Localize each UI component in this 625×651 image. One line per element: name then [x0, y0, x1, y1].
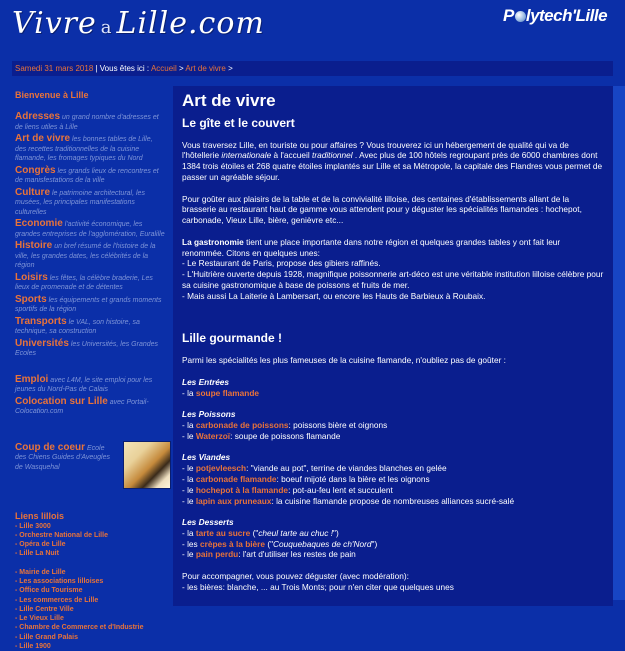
coup-de-coeur-desc: Ecole des Chiens Guides d'Aveugles de Wasquehal	[15, 445, 110, 471]
sidebar-link[interactable]: Culture	[15, 187, 50, 198]
sidebar-link[interactable]: Economie	[15, 218, 63, 229]
polytech-p: P	[503, 6, 514, 25]
sidebar-item-desc: avec Portail-Colocation.com	[15, 399, 149, 416]
sidebar-item-desc: avec L4M, le site emploi pour les jeunes du Nord-Pas de Calais	[15, 377, 152, 394]
liens-title: Liens lillois	[15, 511, 165, 522]
current-date: Samedi 31 mars 2018	[15, 64, 93, 73]
paragraph-hotels: Vous traversez Lille, en touriste ou pour affaires ? Vous trouverez ici un hébergement de qualité qui va de l'hôtellerie internationale à l'accueil traditionnel . Avec plus de 100 hôtels regroupant près de 6000 chambres dont 1384 trois étoiles et 268 quatre étoiles implantés sur Lille et sa Métropole, la capitale des Flandres vous permet de passer un agréable séjour.	[182, 140, 604, 183]
sidebar-link[interactable]: Loisirs	[15, 272, 48, 283]
paragraph-boissons: Pour accompagner, vous pouvez déguster (avec modération): - les bières: blanche, ... au Trois Monts; pour n'en citer que quelques unes	[182, 571, 604, 593]
liens-link[interactable]: - Opéra de Lille	[15, 540, 165, 549]
sidebar-item-desc: les grands lieux de rencontres et de manisfestations de la ville	[15, 168, 159, 185]
polytech-logo[interactable]	[503, 6, 607, 26]
dish-link[interactable]: carbonade de poissons	[196, 420, 289, 430]
sidebar-link[interactable]: Universités	[15, 338, 69, 349]
breadcrumb-accueil[interactable]: Accueil	[151, 64, 177, 73]
dish-group-poissons: Les Poissons - la carbonade de poissons: poissons bière et oignons - le Waterzoï: soupe de poissons flamande	[182, 409, 604, 441]
main-content	[173, 86, 613, 606]
dish-category-title: Les Entrées	[182, 377, 229, 387]
sidebar-item-desc: un bref résumé de l'histoire de la ville, les grandes dates, les célébrités de la région	[15, 243, 156, 269]
sidebar-item-colocation-sur-lille	[15, 397, 165, 417]
intro-specialites: Parmi les spécialités les plus fameuses de la cuisine flamande, n'oubliez pas de goûter :	[182, 355, 604, 366]
site-header	[0, 0, 625, 58]
liens-link[interactable]: - Lille Grand Palais	[15, 633, 165, 642]
breadcrumb-art-de-vivre[interactable]: Art de vivre	[185, 64, 225, 73]
sidebar-item-desc: le patrimoine architectural, les musées, les principales manifestations culturelles	[15, 190, 145, 216]
sidebar-link[interactable]: Art de vivre	[15, 133, 70, 144]
liens-link[interactable]: - Lille Centre Ville	[15, 605, 165, 614]
dish-category-title: Les Poissons	[182, 409, 236, 419]
liens-link[interactable]: - Lille 3000	[15, 522, 165, 531]
sidebar-nav	[15, 112, 165, 359]
liens-link[interactable]: - Lille La Nuit	[15, 549, 165, 558]
dish-category-title: Les Viandes	[182, 452, 230, 462]
sidebar-item-universit-s	[15, 339, 165, 359]
sidebar-link[interactable]: Sports	[15, 294, 47, 305]
dish-link[interactable]: Waterzoï	[196, 431, 230, 441]
sidebar-item-desc: les bonnes tables de Lille, des recettes traditionnelles de la cuisine flamande, les fromages typiques du Nord	[15, 136, 153, 162]
liens-link[interactable]: - Chambre de Commerce et d'Industrie	[15, 623, 165, 632]
dish-group-entrees: Les Entrées - la soupe flamande	[182, 377, 604, 399]
sidebar-extra	[15, 375, 165, 417]
sidebar-title: Bienvenue à Lille	[15, 90, 165, 100]
sidebar-item-desc: les fêtes, la célèbre braderie, Les lieux de promenade et de détentes	[15, 275, 153, 292]
logo-text-end: Lille.com	[117, 6, 265, 41]
liens-link[interactable]: - Mairie de Lille	[15, 568, 165, 577]
liens-group-1	[15, 522, 165, 559]
sidebar-item-transports	[15, 317, 165, 337]
sidebar-link[interactable]: Histoire	[15, 240, 52, 251]
liens-link[interactable]: - Office du Tourisme	[15, 586, 165, 595]
logo-text: Vivre	[12, 6, 97, 41]
sidebar-item-congr-s	[15, 166, 165, 186]
sidebar-item-sports	[15, 295, 165, 315]
sidebar-link[interactable]: Congrès	[15, 165, 56, 176]
sidebar-item-desc: l'activité économique, les grandes entreprises de l'agglomération, Euralille	[15, 221, 165, 238]
paragraph-table: Pour goûter aux plaisirs de la table et de la convivialité lilloise, des centaines d'établissements allant de la brasserie au restaurant haut de gamme vous attendent pour y déguster les spécialités flamandes : hochepot, carbonade, Vieux Lille, bière, genièvre etc...	[182, 194, 604, 226]
right-margin	[613, 86, 625, 600]
coup-de-coeur-link[interactable]: Coup de coeur	[15, 442, 85, 453]
sidebar-item-desc: les Universités, les Grandes Ecoles	[15, 341, 158, 358]
site-logo[interactable]	[12, 6, 265, 41]
dish-link[interactable]: soupe flamande	[196, 388, 259, 398]
dish-link[interactable]: lapin aux pruneaux	[196, 496, 272, 506]
sidebar-item-desc: le VAL, son histoire, sa technique, sa construction	[15, 319, 140, 336]
liens-link[interactable]: - Lille 1900	[15, 642, 165, 651]
dish-groups	[182, 377, 604, 561]
sidebar-item-art-de-vivre	[15, 134, 165, 164]
page-title: Art de vivre	[182, 96, 604, 107]
dish-link[interactable]: pain perdu	[196, 549, 238, 559]
liens-group-2	[15, 568, 165, 651]
dish-link[interactable]: tarte au sucre	[196, 528, 250, 538]
sidebar-item-adresses	[15, 112, 165, 132]
logo-a: a	[101, 17, 113, 38]
liens-link[interactable]: - Les commerces de Lille	[15, 596, 165, 605]
sidebar-link[interactable]: Adresses	[15, 111, 60, 122]
sidebar	[15, 90, 165, 651]
dish-group-viandes: Les Viandes - le potjevleesch: "viande au pot", terrine de viandes blanches en gelée - la carbonade flamande: boeuf mijoté dans la bière et les oignons - le hochepot à la flamande: pot-au-feu lent et succulent - le lapin aux pruneaux: la cuisine flamande propose de nombreuses alliances sucré-salé	[182, 452, 604, 506]
breadcrumb	[12, 61, 613, 76]
sidebar-item-emploi	[15, 375, 165, 395]
sidebar-link[interactable]: Emploi	[15, 374, 48, 385]
sidebar-item-economie	[15, 219, 165, 239]
section-title-gourmande: Lille gourmande !	[182, 333, 604, 344]
polytech-text: lytech'Lille	[526, 6, 607, 25]
dish-link[interactable]: crèpes à la bière	[200, 539, 265, 549]
dish-link[interactable]: potjevleesch	[196, 463, 246, 473]
sidebar-link[interactable]: Transports	[15, 316, 67, 327]
liens-link[interactable]: - Le Vieux Lille	[15, 614, 165, 623]
sidebar-item-histoire	[15, 241, 165, 271]
liens-link[interactable]: - Les associations lilloises	[15, 577, 165, 586]
liens-link[interactable]: - Orchestre National de Lille	[15, 531, 165, 540]
liens-lillois	[15, 511, 165, 651]
coup-de-coeur-text	[15, 443, 115, 473]
breadcrumb-separator: >	[177, 64, 186, 73]
section-title-gite: Le gîte et le couvert	[182, 118, 604, 129]
sidebar-item-desc: les équipements et grands moments sportifs de la région	[15, 297, 161, 314]
paragraph-gastronomie: La gastronomie tient une place importante dans notre région et quelques grandes tables y ont fait leur renommée. Citons en quelques unes: - Le Restaurant de Paris, propose des gibiers raffinés. - L'Huitrière ouverte depuis 1928, magnifique poissonnerie art-déco est une véritable institution lilloise célèbre pour sa cuisine gastronomique à base de poissons et fruits de mer. - Mais aussi La Laiterie à Lambersart, ou encore les Hauts de Barbieux à Roubaix.	[182, 237, 604, 302]
guide-dog-image[interactable]	[123, 441, 171, 489]
breadcrumb-separator: >	[226, 64, 233, 73]
sidebar-item-desc: un grand nombre d'adresses et de liens utiles à Lille	[15, 114, 159, 131]
sidebar-item-loisirs	[15, 273, 165, 293]
dish-link[interactable]: carbonade flamande	[196, 474, 277, 484]
dish-category-title: Les Desserts	[182, 517, 234, 527]
coup-de-coeur	[15, 443, 165, 503]
breadcrumb-label: | Vous êtes ici :	[93, 64, 151, 73]
globe-icon	[515, 11, 526, 22]
dish-group-desserts: Les Desserts - la tarte au sucre ("cheul tarte au chuc !") - les crèpes à la bière ("Couquebaques de ch'Nord") - le pain perdu: l'art d'utiliser les restes de pain	[182, 517, 604, 560]
sidebar-link[interactable]: Colocation sur Lille	[15, 396, 108, 407]
dish-link[interactable]: hochepot à la flamande	[196, 485, 288, 495]
sidebar-item-culture	[15, 188, 165, 218]
